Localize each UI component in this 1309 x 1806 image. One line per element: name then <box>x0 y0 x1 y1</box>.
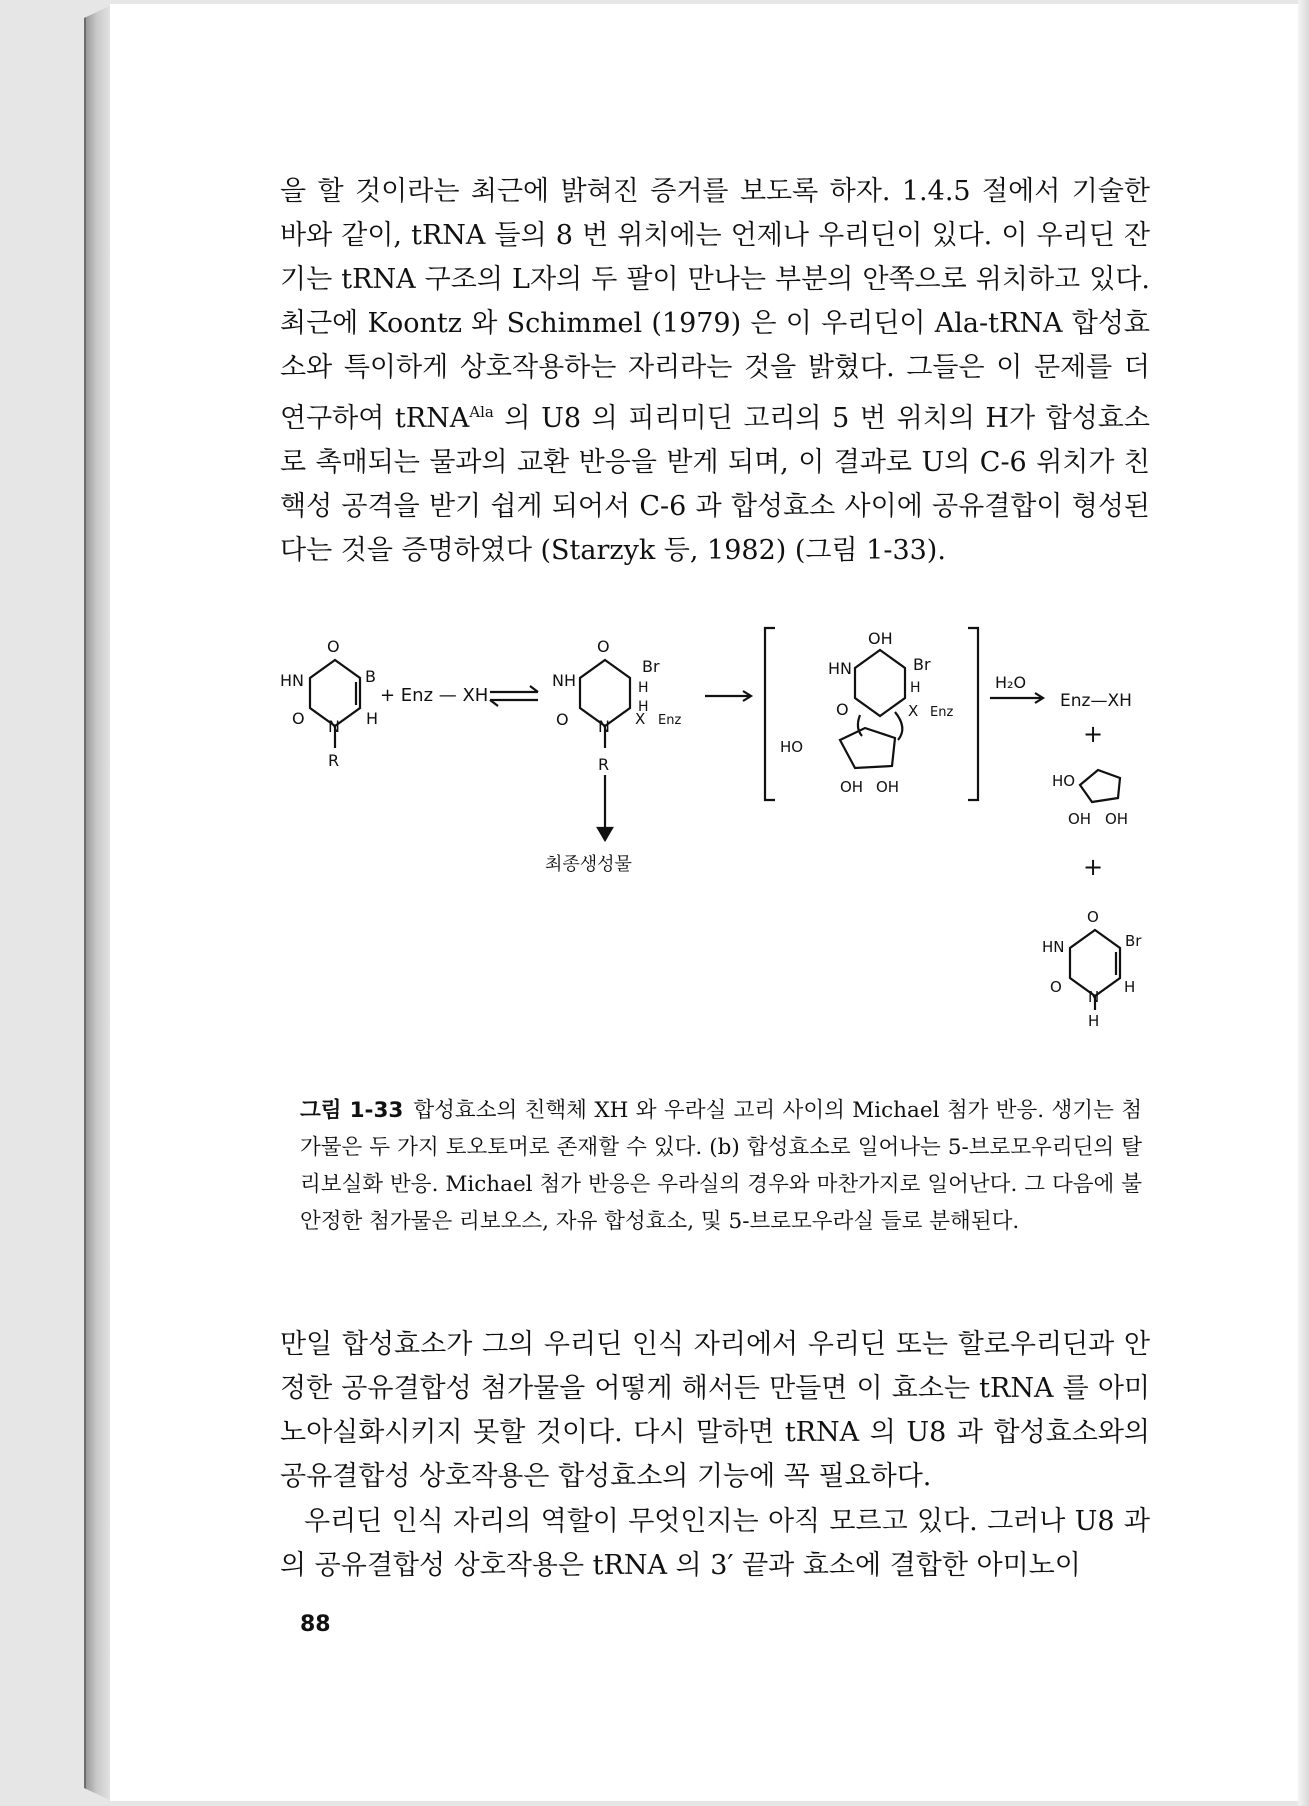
atom-ho: HO <box>1052 772 1076 790</box>
atom-o: O <box>597 637 610 656</box>
figure-caption <box>300 1092 1142 1240</box>
atom-enz: Enz <box>658 713 682 728</box>
atom-h: H <box>910 680 921 696</box>
figure-label: 그림 1-33 <box>300 1098 404 1123</box>
atom-o: O <box>1050 978 1062 996</box>
atom-o: O <box>1087 908 1099 926</box>
atom-oh: OH <box>1068 810 1092 828</box>
paragraph-1-continuation: 의 U8 의 피리미딘 고리의 5 번 위치의 H가 합성효소로 촉매되는 물과의 교환 반응을 받게 되며, 이 결과로 U의 C-6 위치가 친핵성 공격을 받기 쉽게 되어서 C-6 과 합성효소 사이에 공유결합이 형성된다는 것을 증명하였다 (Starzyk 등, 1982) (그림 1-33). <box>280 403 1150 566</box>
paragraph-2: 만일 합성효소가 그의 우리딘 인식 자리에서 우리딘 또는 할로우리딘과 안정한 공유결합성 첨가물을 어떻게 해서든 만들면 이 효소는 tRNA 를 아미노아실화시키지 못할 것이다. 다시 말하면 tRNA 의 U8 과 합성효소와의 공유결합성 상호작용은 합성효소의 기능에 꼭 필요하다. <box>280 1329 1150 1492</box>
atom-r: R <box>328 751 340 770</box>
atom-oh: OH <box>868 629 893 648</box>
reagent-enz-xh: + Enz — XH <box>380 685 489 706</box>
atom-enz: Enz <box>930 705 954 720</box>
plus-sign: + <box>1083 720 1104 748</box>
atom-nh: NH <box>552 671 576 690</box>
paragraph-1 <box>280 170 1150 573</box>
atom-br: Br <box>642 657 660 676</box>
final-product-label: 최종생성물 <box>545 854 632 875</box>
page-number: 88 <box>300 1612 331 1637</box>
atom-br: Br <box>913 655 931 674</box>
atom-o: O <box>836 700 849 719</box>
atom-o: O <box>556 710 569 729</box>
atom-n: N <box>1088 988 1100 1006</box>
atom-oh: OH <box>876 778 900 796</box>
atom-hn: HN <box>828 659 852 678</box>
bromouracil-ring <box>1070 930 1120 996</box>
atom-br: Br <box>1125 932 1142 950</box>
paragraph-1-superscript: Ala <box>469 403 494 421</box>
atom-hn: HN <box>280 671 304 690</box>
atom-h: H <box>1088 1012 1100 1030</box>
atom-n: N <box>328 717 340 736</box>
atom-b: B <box>365 667 376 686</box>
facing-page-edge <box>1298 0 1309 1806</box>
product-enzyme: Enz—XH <box>1060 691 1132 711</box>
ribose-adduct-ring <box>855 650 905 716</box>
atom-oh: OH <box>1105 810 1129 828</box>
ribose-ring <box>840 728 895 768</box>
atom-oh: OH <box>840 778 864 796</box>
atom-o: O <box>327 637 340 656</box>
water-label: H₂O <box>995 673 1027 692</box>
atom-r: R <box>598 755 610 774</box>
atom-h: H <box>366 709 379 728</box>
atom-ho: HO <box>780 738 804 756</box>
atom-h: H <box>1124 978 1136 996</box>
paragraph-1-text: 을 할 것이라는 최근에 밝혀진 증거를 보도록 하자. 1.4.5 절에서 기술한 바와 같이, tRNA 들의 8 번 위치에는 언제나 우리딘이 있다. 이 우리딘 잔기는 tRNA 구조의 L자의 두 팔이 만나는 부분의 안쪽으로 위치하고 있다. 최근에 Koontz 와 Schimmel (1979) 은 이 우리딘이 Ala-tRNA 합성효소와 특이하게 상호작용하는 자리라는 것을 밝혔다. 그들은 이 문제를 더 연구하여 tRNA <box>280 176 1150 434</box>
atom-hn: HN <box>1042 938 1065 956</box>
reaction-diagram <box>280 620 1160 1040</box>
atom-h: H <box>638 699 649 715</box>
atom-o: O <box>292 709 305 728</box>
ribose-product-ring <box>1080 770 1120 802</box>
atom-n: N <box>598 717 610 736</box>
atom-h: H <box>638 680 649 696</box>
atom-x: X <box>635 710 646 728</box>
atom-x: X <box>908 702 919 720</box>
plus-sign: + <box>1083 853 1104 881</box>
paragraph-3: 우리딘 인식 자리의 역할이 무엇인지는 아직 모르고 있다. 그러나 U8 과의 공유결합성 상호작용은 tRNA 의 3′ 끝과 효소에 결합한 아미노이 <box>280 1506 1150 1581</box>
caption-text: 합성효소의 친핵체 XH 와 우라실 고리 사이의 Michael 첨가 반응. 생기는 첨가물은 두 가지 토오토머로 존재할 수 있다. (b) 합성효소로 일어나는 5-브로모우리딘의 탈리보실화 반응. Michael 첨가 반응은 우라실의 경우와 마찬가지로 일어난다. 그 다음에 불안정한 첨가물은 리보오스, 자유 합성효소, 및 5-브로모우라실 들로 분해된다. <box>300 1098 1142 1234</box>
